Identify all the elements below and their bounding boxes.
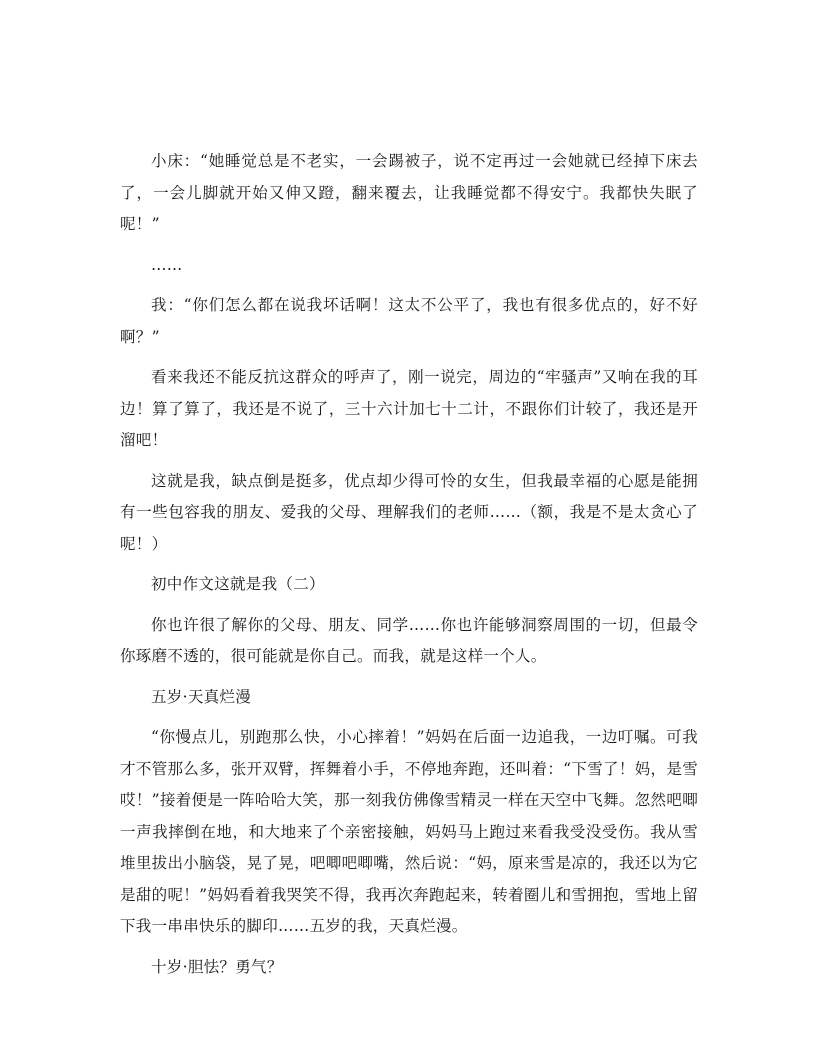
paragraph-bed-complaint: 小床：“她睡觉总是不老实，一会踢被子，说不定再过一会她就已经掉下床去了，一会儿脚就开始又伸又蹬，翻来覆去，让我睡觉都不得安宁。我都快失眠了呢！” [120, 152, 698, 233]
paragraph-snow-story: “你慢点儿，别跑那么快，小心摔着！”妈妈在后面一边追我，一边叮嘱。可我才不管那么多，张开双臂，挥舞着小手，不停地奔跑，还叫着：“下雪了！妈，是雪哎！”接着便是一阵哈哈大笑，那一刻我仿佛像雪精灵一样在天空中飞舞。忽然吧唧一声我摔倒在地，和大地来了个亲密接触，妈妈马上跑过来看我受没受伤。我从雪堆里拔出小脑袋，晃了晃，吧唧吧唧嘴，然后说：“妈，原来雪是凉的，我还以为它是甜的呢！”妈妈看着我哭笑不得，我再次奔跑起来，转着圈儿和雪拥抱，雪地上留下我一串串快乐的脚印……五岁的我，天真烂漫。 [120, 728, 698, 935]
subheading-age-five: 五岁·天真烂漫 [151, 687, 252, 706]
paragraph-intro: 你也许很了解你的父母、朋友、同学……你也许能够洞察周围的一切，但最令你琢磨不透的，很可能就是你自己。而我，就是这样一个人。 [120, 615, 698, 665]
subheading-age-ten: 十岁·胆怯？勇气？ [151, 957, 283, 976]
paragraph-ellipsis: …… [151, 255, 183, 274]
paragraph-this-is-me: 这就是我，缺点倒是挺多，优点却少得可怜的女生，但我最幸福的心愿是能拥有一些包容我的朋友、爱我的父母、理解我们的老师……（额，我是不是太贪心了呢！） [120, 471, 698, 553]
paragraph-run-away: 看来我还不能反抗这群众的呼声了，刚一说完，周边的“牢骚声”又响在我的耳边！算了算了，我还是不说了，三十六计加七十二计，不跟你们计较了，我还是开溜吧！ [120, 368, 698, 449]
paragraph-my-protest: 我：“你们怎么都在说我坏话啊！这太不公平了，我也有很多优点的，好不好啊？” [120, 296, 698, 346]
section-title-part-two: 初中作文这就是我（二） [151, 575, 325, 593]
document-body [120, 146, 698, 992]
